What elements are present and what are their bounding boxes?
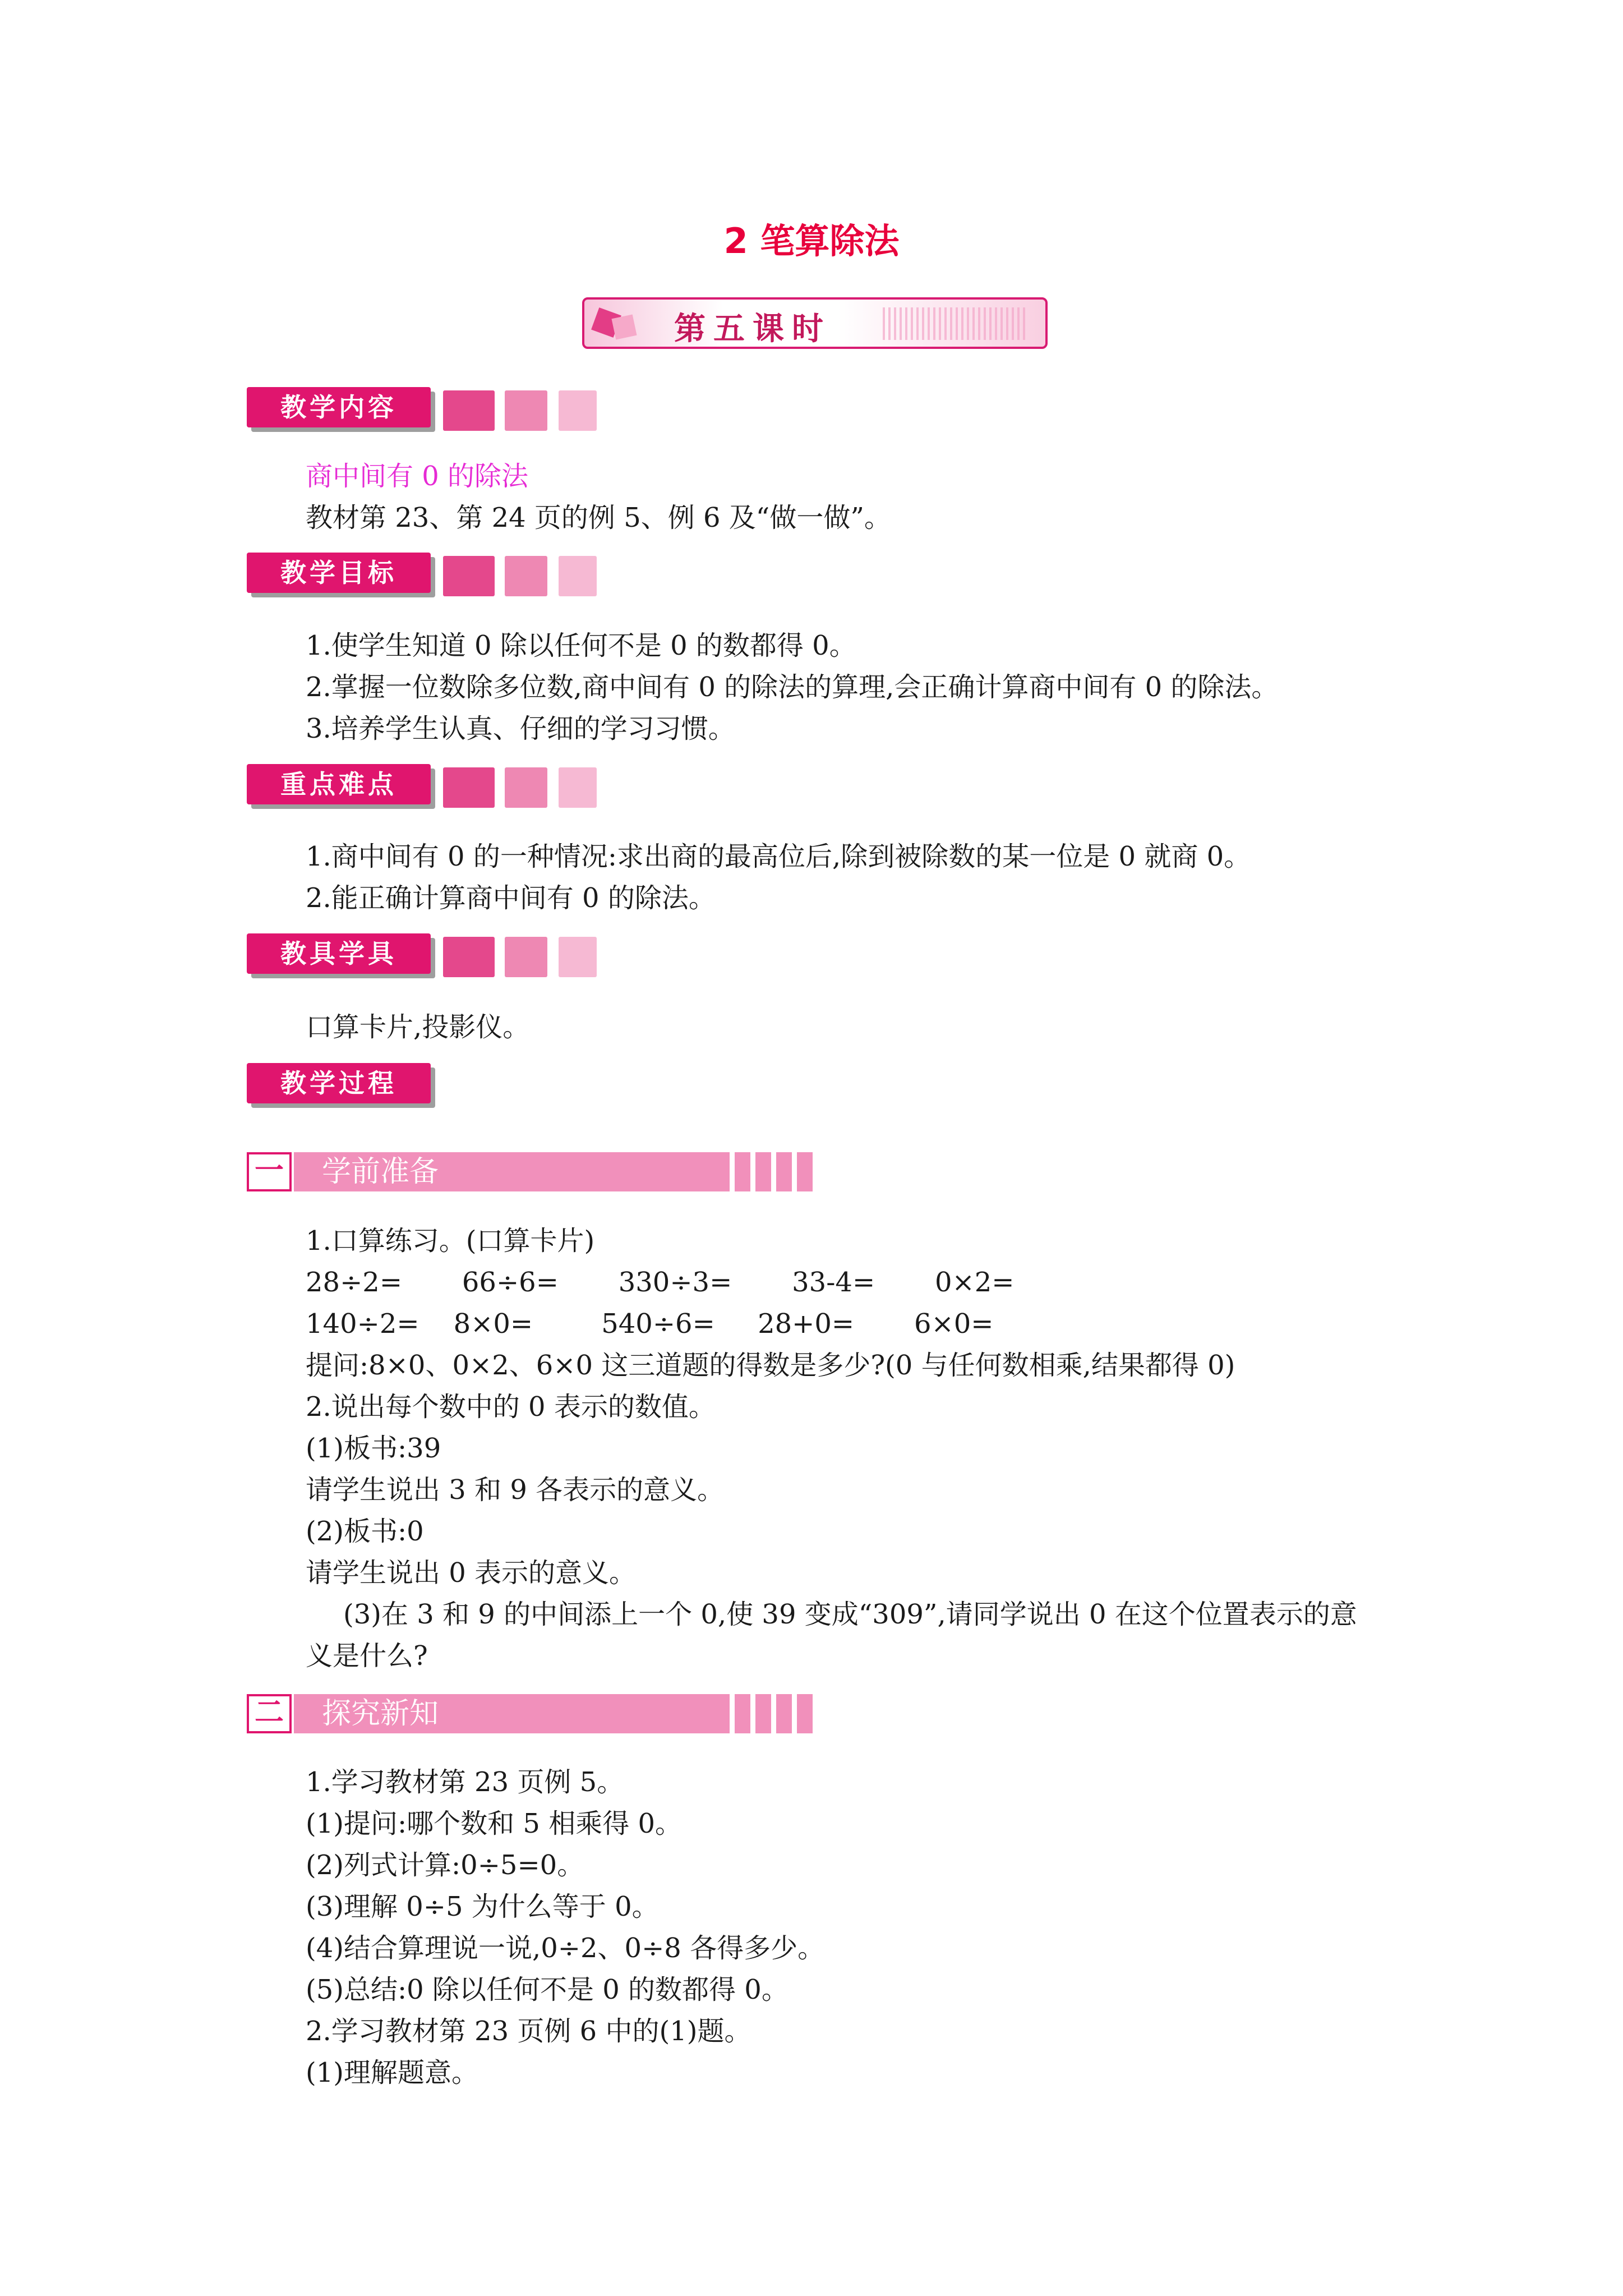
step-line: (1)板书:39 bbox=[306, 1433, 441, 1464]
section-label: 教学过程 bbox=[247, 1063, 431, 1103]
step-bar bbox=[294, 1694, 813, 1733]
lesson-banner bbox=[582, 297, 1048, 349]
goal-item: 1.使学生知道 0 除以任何不是 0 的数都得 0。 bbox=[306, 630, 856, 661]
tools-text: 口算卡片,投影仪。 bbox=[306, 1011, 530, 1043]
step-line: 义是什么? bbox=[306, 1640, 428, 1672]
decor-square bbox=[559, 937, 597, 977]
step-title: 探究新知 bbox=[322, 1697, 439, 1731]
step-line: 请学生说出 3 和 9 各表示的意义。 bbox=[306, 1474, 725, 1506]
step-line: 2.学习教材第 23 页例 6 中的(1)题。 bbox=[306, 2016, 751, 2047]
section-label: 教学内容 bbox=[247, 387, 431, 427]
step-line: (4)结合算理说一说,0÷2、0÷8 各得多少。 bbox=[306, 1932, 825, 1964]
decor-square bbox=[443, 937, 495, 977]
key-point-item: 1.商中间有 0 的一种情况:求出商的最高位后,除到被除数的某一位是 0 就商 0。 bbox=[306, 841, 1251, 872]
step-bar bbox=[294, 1152, 813, 1191]
decor-square bbox=[443, 390, 495, 431]
step-title: 学前准备 bbox=[322, 1155, 439, 1189]
decor-square bbox=[443, 767, 495, 808]
banner-decoration bbox=[611, 314, 637, 339]
step-line: (3)在 3 和 9 的中间添上一个 0,使 39 变成“309”,请同学说出 0 在这个位置表示的意 bbox=[343, 1599, 1357, 1630]
step-line: 1.学习教材第 23 页例 5。 bbox=[306, 1766, 624, 1798]
section-label: 教学目标 bbox=[247, 553, 431, 593]
step-line: 2.说出每个数中的 0 表示的数值。 bbox=[306, 1391, 716, 1423]
step-line: 请学生说出 0 表示的意义。 bbox=[306, 1557, 637, 1589]
step-line: 提问:8×0、0×2、6×0 这三道题的得数是多少?(0 与任何数相乘,结果都得 0) bbox=[306, 1350, 1235, 1381]
document-title: 2 笔算除法 bbox=[723, 220, 900, 261]
goal-item: 3.培养学生认真、仔细的学习习惯。 bbox=[306, 713, 735, 744]
decor-square bbox=[505, 390, 547, 431]
content-topic: 商中间有 0 的除法 bbox=[306, 461, 529, 492]
step-line: (2)列式计算:0÷5=0。 bbox=[306, 1849, 584, 1881]
step-line: 1.口算练习。(口算卡片) bbox=[306, 1225, 595, 1257]
key-point-item: 2.能正确计算商中间有 0 的除法。 bbox=[306, 882, 716, 914]
step-line: (3)理解 0÷5 为什么等于 0。 bbox=[306, 1891, 659, 1922]
step-line: (5)总结:0 除以任何不是 0 的数都得 0。 bbox=[306, 1974, 789, 2005]
banner-stripes bbox=[883, 307, 1029, 340]
goal-item: 2.掌握一位数除多位数,商中间有 0 的除法的算理,会正确计算商中间有 0 的除法。 bbox=[306, 671, 1279, 703]
content-text: 教材第 23、第 24 页的例 5、例 6 及“做一做”。 bbox=[306, 502, 891, 533]
step-line: (1)理解题意。 bbox=[306, 2057, 478, 2088]
step-line: (2)板书:0 bbox=[306, 1516, 424, 1547]
decor-square bbox=[505, 937, 547, 977]
decor-square bbox=[505, 556, 547, 596]
step-number: 一 bbox=[247, 1152, 292, 1191]
section-label: 重点难点 bbox=[247, 764, 431, 804]
step-number: 二 bbox=[247, 1694, 292, 1733]
step-line: (1)提问:哪个数和 5 相乘得 0。 bbox=[306, 1808, 683, 1839]
decor-square bbox=[505, 767, 547, 808]
step-line: 140÷2= 8×0= 540÷6= 28+0= 6×0= bbox=[306, 1308, 994, 1340]
decor-square bbox=[443, 556, 495, 596]
decor-square bbox=[559, 767, 597, 808]
section-label: 教具学具 bbox=[247, 933, 431, 974]
decor-square bbox=[559, 390, 597, 431]
lesson-label: 第五课时 bbox=[674, 311, 831, 347]
step-line: 28÷2= 66÷6= 330÷3= 33-4= 0×2= bbox=[306, 1267, 1015, 1298]
decor-square bbox=[559, 556, 597, 596]
